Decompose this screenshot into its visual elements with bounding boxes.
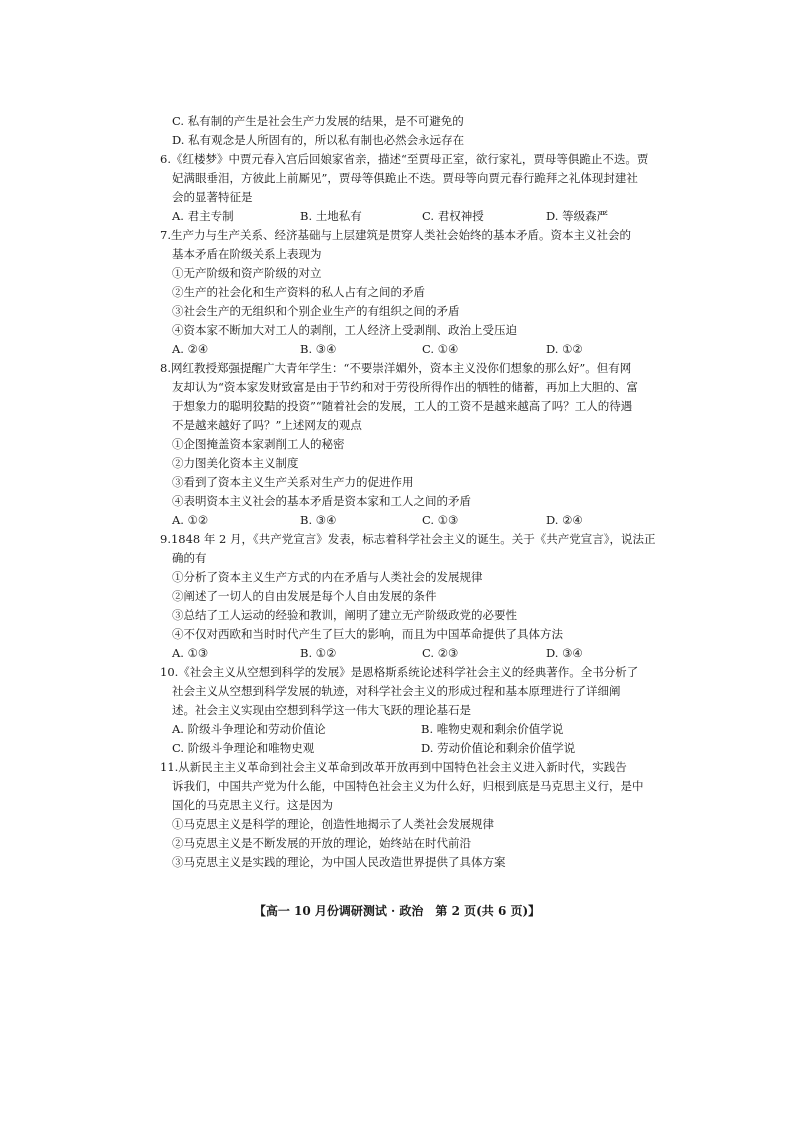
statement-item: ①马克思主义是科学的理论，创造性地揭示了人类社会发展规律 <box>172 817 494 831</box>
question-10 <box>160 663 670 758</box>
option-b[interactable]: B. 土地私有 <box>300 209 362 223</box>
question-stem-line: 于想象力的聪明狡黠的投资”“随着社会的发展，工人的工资不是越来越高了吗？工人的待遇 <box>172 399 633 413</box>
answer-options-row-2 <box>160 739 670 758</box>
question-paper <box>160 112 670 872</box>
question-stem-line: 不是越来越好了吗？”上述网友的观点 <box>172 418 362 432</box>
question-stem-line: 7.生产力与生产关系、经济基础与上层建筑是贯穿人类社会始终的基本矛盾。资本主义社会的 <box>160 228 631 242</box>
question-stem-line: 社会主义从空想到科学发展的轨迹，对科学社会主义的形成过程和基本原理进行了详细阐 <box>172 684 621 698</box>
option-b[interactable]: B. 唯物史观和剩余价值学说 <box>421 722 564 736</box>
question-stem-line: 9.1848 年 2 月，《共产党宣言》发表，标志着科学社会主义的诞生。关于《共产党宣言》，说法正 <box>160 532 656 546</box>
question-stem-line: 会的显著特征是 <box>172 190 253 204</box>
statement-item: ①分析了资本主义生产方式的内在矛盾与人类社会的发展规律 <box>172 570 483 584</box>
question-stem-line: 确的有 <box>172 551 207 565</box>
option-c[interactable]: C. ②③ <box>422 646 459 660</box>
statement-item: ①企图掩盖资本家剥削工人的秘密 <box>172 437 345 451</box>
question-7 <box>160 226 670 359</box>
option-d[interactable]: D. ③④ <box>546 646 583 660</box>
option-c[interactable]: C. ①④ <box>422 342 459 356</box>
statement-item: ③看到了资本主义生产关系对生产力的促进作用 <box>172 475 414 489</box>
option-a[interactable]: A. ①② <box>172 513 209 527</box>
option-b[interactable]: B. ①② <box>300 646 337 660</box>
option-a[interactable]: A. ①③ <box>172 646 209 660</box>
option-d[interactable]: D. 劳动价值论和剩余价值学说 <box>421 741 576 755</box>
statement-item: ②阐述了一切人的自由发展是每个人自由发展的条件 <box>172 589 437 603</box>
statement-item: ④资本家不断加大对工人的剥削，工人经济上受剥削、政治上受压迫 <box>172 323 517 337</box>
question-stem-line: 6.《红楼梦》中贾元春入宫后回娘家省亲，描述“至贾母正室，欲行家礼，贾母等俱跪止不迭。贾 <box>160 152 649 166</box>
answer-options <box>160 644 670 663</box>
answer-options <box>160 511 670 530</box>
question-stem-line: 诉我们，中国共产党为什么能，中国特色社会主义为什么好，归根到底是马克思主义行，是中 <box>172 779 644 793</box>
option-b[interactable]: B. ③④ <box>300 342 337 356</box>
statement-item: ②生产的社会化和生产资料的私人占有之间的矛盾 <box>172 285 425 299</box>
option-d-line: D. 私有观念是人所固有的，所以私有制也必然会永远存在 <box>172 133 465 147</box>
page-footer: 【高一 10 月份调研测试 · 政治 第 2 页(共 6 页)】 <box>253 904 541 918</box>
statement-item: ③马克思主义是实践的理论，为中国人民改造世界提供了具体方案 <box>172 855 506 869</box>
statement-item: ②力图美化资本主义制度 <box>172 456 299 470</box>
question-stem-line: 8.网红教授郑强提醒广大青年学生：“不要崇洋媚外，资本主义没你们想象的那么好”。但有网 <box>160 361 632 375</box>
statement-item: ②马克思主义是不断发展的开放的理论，始终站在时代前沿 <box>172 836 471 850</box>
question-11 <box>160 758 670 872</box>
option-a[interactable]: A. 君主专制 <box>172 209 234 223</box>
option-d[interactable]: D. ②④ <box>546 513 583 527</box>
question-stem-line: 妃满眼垂泪，方彼此上前厮见”，贾母等俱跪止不迭。贾母等向贾元春行跪拜之礼体现封建社 <box>172 171 638 185</box>
question-8 <box>160 359 670 530</box>
statement-item: ④表明资本主义社会的基本矛盾是资本家和工人之间的矛盾 <box>172 494 471 508</box>
statement-item: ③总结了工人运动的经验和教训，阐明了建立无产阶级政党的必要性 <box>172 608 517 622</box>
question-9 <box>160 530 670 663</box>
statement-item: ④不仅对西欧和当时时代产生了巨大的影响，而且为中国革命提供了具体方法 <box>172 627 563 641</box>
option-b[interactable]: B. ③④ <box>300 513 337 527</box>
answer-options <box>160 207 670 226</box>
question-stem-line: 国化的马克思主义行。这是因为 <box>172 798 333 812</box>
option-c[interactable]: C. 君权神授 <box>422 209 484 223</box>
option-c-line: C. 私有制的产生是社会生产力发展的结果，是不可避免的 <box>172 114 464 128</box>
statement-item: ①无产阶级和资产阶级的对立 <box>172 266 322 280</box>
option-c[interactable]: C. 阶级斗争理论和唯物史观 <box>172 741 315 755</box>
question-stem-line: 11.从新民主主义革命到社会主义革命到改革开放再到中国特色社会主义进入新时代，实践告 <box>160 760 627 774</box>
option-a[interactable]: A. 阶级斗争理论和劳动价值论 <box>172 722 326 736</box>
question-stem-line: 述。社会主义实现由空想到科学这一伟大飞跃的理论基石是 <box>172 703 471 717</box>
option-d[interactable]: D. ①② <box>546 342 583 356</box>
question-stem-line: 基本矛盾在阶级关系上表现为 <box>172 247 322 261</box>
option-c[interactable]: C. ①③ <box>422 513 459 527</box>
question-stem-line: 10.《社会主义从空想到科学的发展》是恩格斯系统论述科学社会主义的经典著作。全书分析了 <box>160 665 639 679</box>
option-a[interactable]: A. ②④ <box>172 342 209 356</box>
question-stem-line: 友却认为“资本家发财致富是由于节约和对于劳役所得作出的牺牲的储蓄，再加上大胆的、富 <box>172 380 638 394</box>
answer-options <box>160 340 670 359</box>
answer-options-row-1 <box>160 720 670 739</box>
option-d[interactable]: D. 等级森严 <box>546 209 609 223</box>
statement-item: ③社会生产的无组织和个别企业生产的有组织之间的矛盾 <box>172 304 460 318</box>
question-6 <box>160 150 670 226</box>
